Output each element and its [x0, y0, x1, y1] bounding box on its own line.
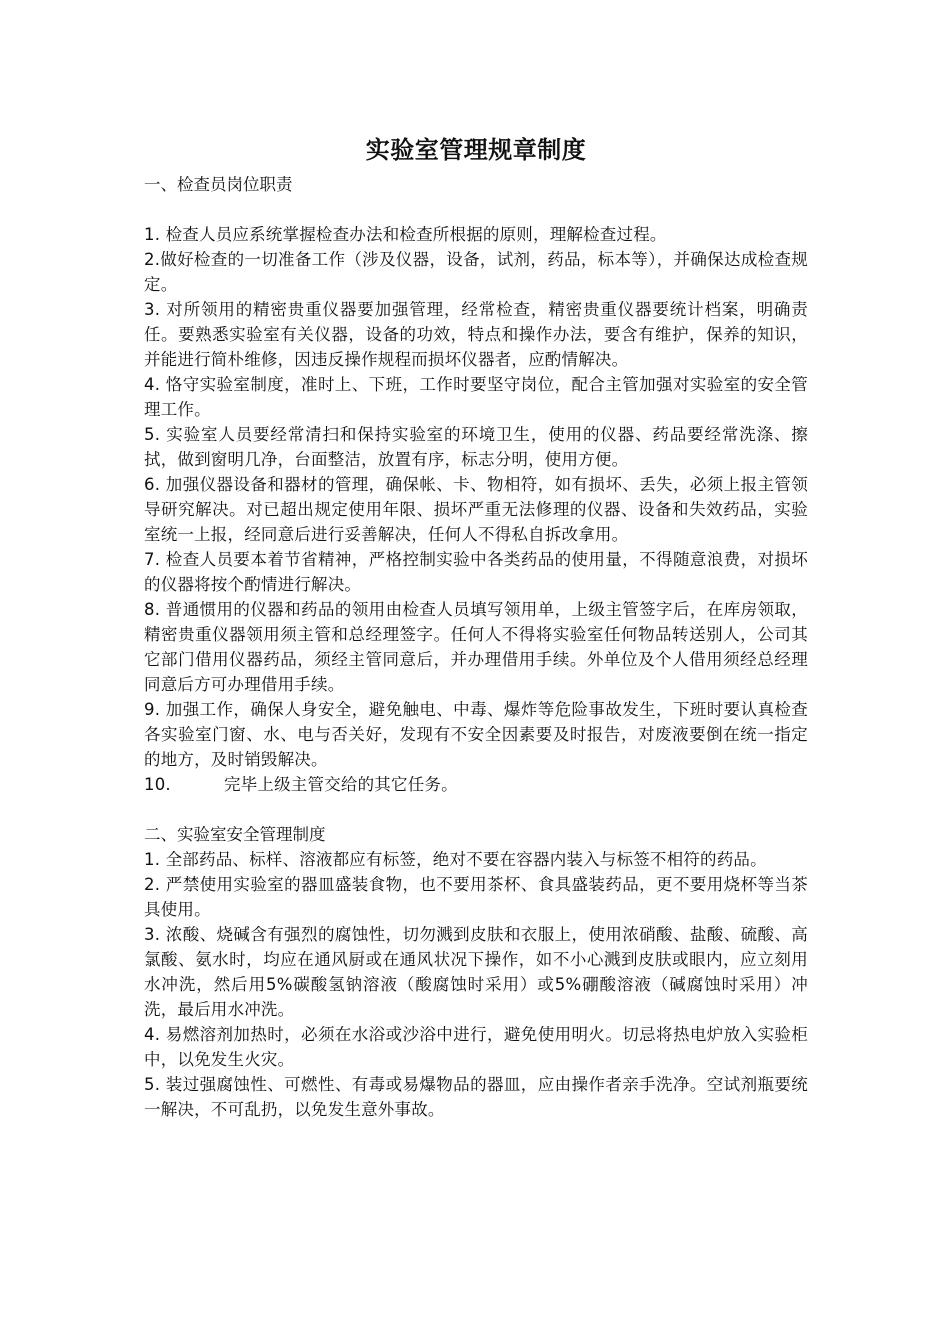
item-text: 浓酸、烧碱含有强烈的腐蚀性，切勿溅到皮肤和衣服上，使用浓硝酸、盐酸、硫酸、高氯酸、氨水时，均应在通风厨或在通风状况下操作，如不小心溅到皮肤或眼内，应立刻用水冲洗，然后用5%碳酸氢钠溶液（酸腐蚀时采用）或5%硼酸溶液（碱腐蚀时采用）冲洗，最后用水冲洗。 [144, 925, 808, 1019]
item-number: 1. [144, 850, 166, 869]
item-number: 3. [144, 925, 166, 944]
item-text: 完毕上级主管交给的其它任务。 [224, 775, 458, 794]
item-text: 加强仪器设备和器材的管理，确保帐、卡、物相符，如有损坏、丢失，必须上报主管领导研究解决。对已超出规定使用年限、损坏严重无法修理的仪器、设备和失效药品，实验室统一上报，经同意后进行妥善解决，任何人不得私自拆改拿用。 [144, 475, 808, 544]
item-number: 1. [144, 225, 166, 244]
list-item [144, 372, 808, 422]
item-number: 6. [144, 475, 166, 494]
item-text: 检查人员要本着节省精神，严格控制实验中各类药品的使用量，不得随意浪费，对损坏的仪器将按个酌情进行解决。 [144, 550, 808, 594]
list-item [144, 847, 808, 872]
item-text: 装过强腐蚀性、可燃性、有毒或易爆物品的器皿，应由操作者亲手洗净。空试剂瓶要统一解决，不可乱扔，以免发生意外事故。 [144, 1075, 808, 1119]
blank-line [144, 797, 808, 822]
section-2 [144, 822, 808, 1122]
list-item [144, 247, 808, 297]
list-item [144, 222, 808, 247]
document-page [144, 132, 808, 1122]
item-text: 做好检查的一切准备工作（涉及仪器，设备，试剂，药品，标本等），并确保达成检查规定。 [144, 250, 808, 294]
section-heading: 一、检查员岗位职责 [144, 175, 293, 194]
list-item [144, 297, 808, 372]
item-number: 2. [144, 250, 161, 269]
item-number: 7. [144, 550, 166, 569]
item-number: 2. [144, 875, 166, 894]
list-item [144, 472, 808, 547]
item-number: 9. [144, 700, 166, 719]
item-text: 易燃溶剂加热时，必须在水浴或沙浴中进行，避免使用明火。切忌将热电炉放入实验柜中，以免发生火灾。 [144, 1025, 808, 1069]
item-text: 普通惯用的仪器和药品的领用由检查人员填写领用单，上级主管签字后，在库房领取，精密贵重仪器领用须主管和总经理签字。任何人不得将实验室任何物品转送别人，公司其它部门借用仪器药品，须经主管同意后，并办理借用手续。外单位及个人借用须经总经理同意后方可办理借用手续。 [144, 600, 808, 694]
section-heading: 二、实验室安全管理制度 [144, 825, 326, 844]
list-item [144, 1072, 808, 1122]
item-text: 加强工作，确保人身安全，避免触电、中毒、爆炸等危险事故发生，下班时要认真检查各实验室门窗、水、电与否关好，发现有不安全因素要及时报告，对废液要倒在统一指定的地方，及时销毁解决。 [144, 700, 808, 769]
list-item [144, 597, 808, 697]
section-1 [144, 172, 808, 797]
list-item [144, 1022, 808, 1072]
list-item [144, 922, 808, 1022]
item-number: 3. [144, 300, 167, 319]
item-text: 检查人员应系统掌握检查办法和检查所根据的原则，理解检查过程。 [165, 225, 667, 244]
item-text: 严禁使用实验室的器皿盛装食物，也不要用茶杯、食具盛装药品，更不要用烧杯等当茶具使用。 [144, 875, 808, 919]
list-item [144, 422, 808, 472]
document-title: 实验室管理规章制度 [365, 136, 587, 164]
item-text: 恪守实验室制度，准时上、下班，工作时要坚守岗位，配合主管加强对实验室的安全管理工作。 [144, 375, 808, 419]
item-text: 实验室人员要经常清扫和保持实验室的环境卫生，使用的仪器、药品要经常洗涤、擦拭，做到窗明几净，台面整洁，放置有序，标志分明，使用方便。 [144, 425, 808, 469]
list-item [144, 772, 808, 797]
list-item [144, 547, 808, 597]
item-number: 5. [144, 425, 167, 444]
list-item [144, 697, 808, 772]
item-text: 对所领用的精密贵重仪器要加强管理，经常检查，精密贵重仪器要统计档案，明确责任。要熟悉实验室有关仪器，设备的功效，特点和操作办法，要含有维护，保养的知识，并能进行简朴维修，因违反操作规程而损坏仪器者，应酌情解决。 [144, 300, 808, 369]
blank-line [144, 197, 808, 222]
item-text: 全部药品、标样、溶液都应有标签，绝对不要在容器内装入与标签不相符的药品。 [165, 850, 767, 869]
item-number: 5. [144, 1075, 166, 1094]
item-number: 10. [144, 775, 171, 794]
item-number: 8. [144, 600, 166, 619]
item-number: 4. [144, 1025, 166, 1044]
item-number: 4. [144, 375, 166, 394]
list-item [144, 872, 808, 922]
